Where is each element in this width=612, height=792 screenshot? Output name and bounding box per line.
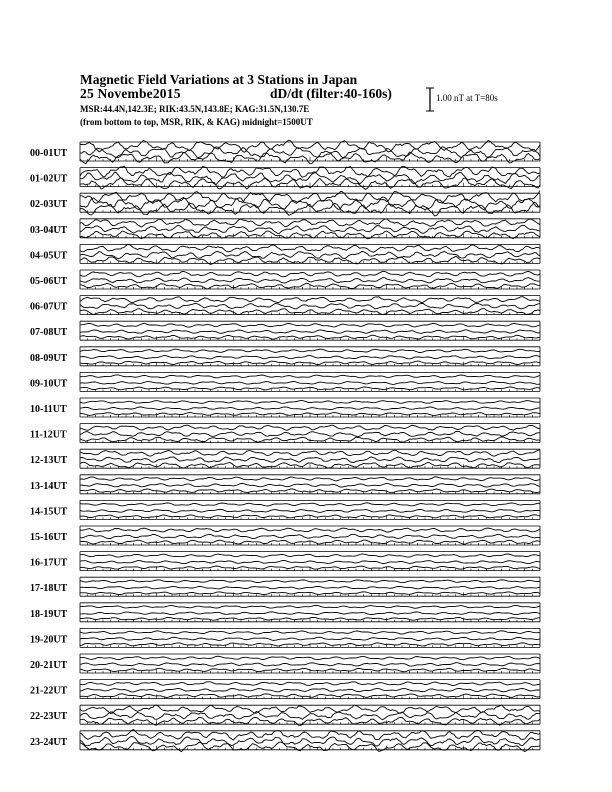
station-trace	[80, 612, 540, 615]
station-trace	[80, 381, 540, 384]
trace-row	[30, 296, 540, 315]
station-trace	[80, 586, 540, 589]
trace-row	[30, 191, 540, 216]
station-trace	[80, 244, 540, 252]
trace-row	[30, 372, 540, 391]
row-time-label: 21-22UT	[30, 685, 68, 697]
station-trace	[80, 219, 540, 227]
station-trace	[80, 554, 540, 557]
station-trace	[80, 457, 540, 463]
station-trace	[80, 407, 540, 410]
trace-row	[30, 140, 540, 164]
station-trace	[80, 580, 540, 583]
station-trace	[80, 450, 540, 456]
station-trace	[80, 323, 540, 327]
station-trace	[80, 477, 540, 481]
station-trace	[80, 271, 540, 277]
row-time-label: 03-04UT	[30, 224, 68, 236]
station-trace	[80, 705, 540, 713]
station-trace	[80, 483, 540, 487]
station-trace	[80, 432, 540, 437]
chart-subtitle: dD/dt (filter:40-160s)	[270, 86, 392, 101]
row-time-label: 16-17UT	[30, 557, 68, 569]
trace-row	[30, 219, 540, 239]
row-time-label: 08-09UT	[30, 352, 68, 364]
chart-date: 25 Novembe2015	[80, 86, 181, 101]
station-coordinates: MSR:44.4N,142.3E; RIK:43.5N,143.8E; KAG:31.5N,130.7E	[80, 104, 310, 114]
station-trace	[80, 682, 540, 686]
station-trace	[80, 534, 540, 538]
minute-ticks	[88, 618, 533, 622]
trace-row	[30, 500, 540, 519]
station-trace	[80, 147, 540, 158]
row-time-label: 07-08UT	[30, 327, 68, 339]
trace-row	[30, 705, 540, 725]
trace-row	[30, 424, 540, 443]
station-trace	[80, 304, 540, 309]
row-time-label: 13-14UT	[30, 480, 68, 492]
row-time-label: 12-13UT	[30, 455, 68, 467]
minute-ticks	[88, 720, 533, 724]
scale-bar	[426, 88, 434, 111]
station-trace	[80, 561, 540, 564]
station-trace	[80, 688, 540, 692]
row-time-label: 05-06UT	[30, 276, 68, 287]
row-time-label: 01-02UT	[30, 173, 68, 185]
minute-ticks	[88, 157, 533, 161]
trace-row	[30, 270, 540, 289]
station-trace	[80, 663, 540, 666]
trace-row	[30, 166, 540, 189]
row-time-label: 22-23UT	[30, 711, 68, 723]
station-trace	[80, 356, 540, 359]
station-trace	[80, 330, 540, 334]
row-time-label: 19-20UT	[30, 634, 68, 646]
row-time-label: 14-15UT	[30, 506, 68, 518]
trace-row	[30, 577, 540, 596]
trace-row	[30, 526, 540, 545]
trace-row	[30, 244, 540, 264]
station-trace	[80, 605, 540, 608]
station-trace	[80, 401, 540, 404]
station-trace	[80, 631, 540, 634]
row-time-label: 00-01UT	[30, 148, 68, 159]
trace-row	[30, 347, 540, 366]
trace-row	[30, 475, 540, 494]
row-time-label: 15-16UT	[30, 532, 68, 543]
trace-row	[30, 449, 540, 468]
station-trace	[80, 637, 540, 640]
row-time-label: 04-05UT	[30, 250, 68, 262]
station-trace	[80, 503, 540, 506]
row-time-label: 11-12UT	[30, 429, 67, 441]
row-time-label: 09-10UT	[30, 378, 68, 390]
station-trace	[80, 278, 540, 283]
station-trace	[80, 349, 540, 352]
trace-row	[30, 552, 540, 571]
trace-row	[30, 654, 540, 673]
trace-row	[30, 680, 540, 699]
trace-row	[30, 628, 540, 647]
row-time-label: 06-07UT	[30, 301, 68, 313]
row-time-label: 18-19UT	[30, 608, 68, 620]
station-trace	[80, 375, 540, 378]
row-time-label: 10-11UT	[30, 404, 67, 415]
station-trace	[80, 297, 540, 303]
trace-row	[30, 398, 540, 417]
station-trace	[80, 425, 540, 430]
chart-title: Magnetic Field Variations at 3 Stations in Japan	[80, 72, 358, 87]
trace-row	[30, 603, 540, 622]
station-order-note: (from bottom to top, MSR, RIK, & KAG) midnight=1500UT	[80, 117, 313, 127]
station-trace	[80, 656, 540, 660]
station-trace	[80, 509, 540, 512]
row-time-label: 17-18UT	[30, 583, 68, 595]
scale-label: 1.00 nT at T=80s	[436, 93, 498, 103]
station-trace	[80, 528, 540, 532]
row-time-label: 02-03UT	[30, 199, 68, 211]
row-time-label: 23-24UT	[30, 736, 68, 748]
station-trace	[80, 225, 540, 233]
trace-row	[30, 321, 540, 340]
row-time-label: 20-21UT	[30, 660, 68, 671]
minute-ticks	[88, 515, 533, 519]
trace-row	[30, 730, 540, 752]
